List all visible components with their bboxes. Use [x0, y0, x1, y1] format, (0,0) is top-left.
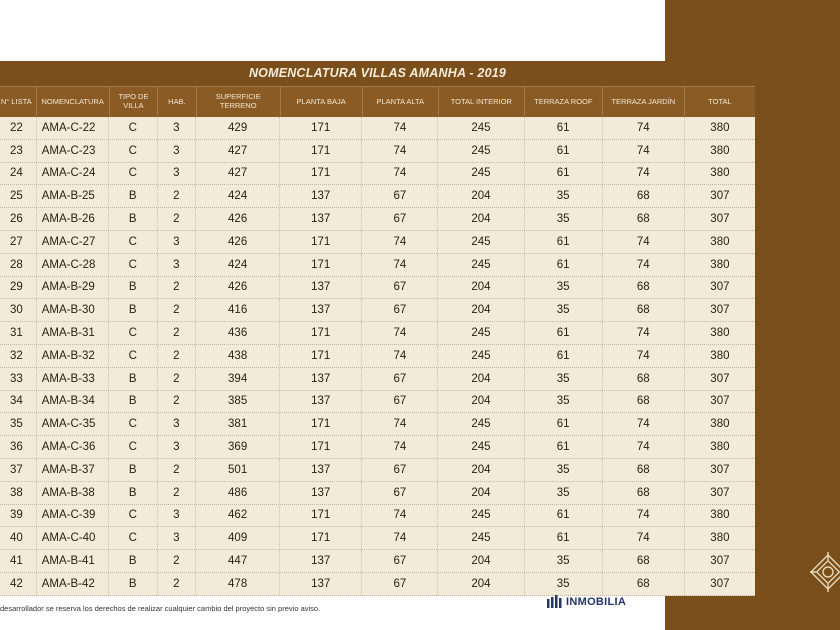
table-cell: 61 [525, 231, 603, 253]
table-cell: 3 [158, 117, 197, 139]
table-cell: 462 [196, 505, 280, 527]
table-cell: 67 [362, 299, 438, 321]
table-cell: 32 [0, 345, 37, 367]
table-cell: 36 [0, 436, 37, 458]
table-cell: 26 [0, 208, 37, 230]
table-row [0, 391, 755, 414]
table-cell: 34 [0, 391, 37, 413]
table-cell: 35 [0, 413, 37, 435]
table-cell: 2 [158, 482, 197, 504]
table-cell: 380 [710, 532, 730, 545]
table-cell: 171 [280, 322, 362, 344]
table-cell: 74 [362, 231, 438, 253]
table-cell: AMA-C-22 [37, 117, 109, 139]
table-cell: 68 [603, 573, 685, 595]
table-cell: 245 [438, 322, 524, 344]
table-cell: 74 [603, 163, 685, 185]
table-cell: 380 [710, 441, 730, 454]
table-cell: B [109, 208, 157, 230]
table-cell: 67 [362, 391, 438, 413]
table-cell: AMA-B-32 [37, 345, 109, 367]
column-header: TOTAL [708, 96, 732, 106]
table-cell: 35 [525, 208, 603, 230]
table-cell: 74 [362, 163, 438, 185]
table-cell: 426 [196, 208, 280, 230]
inmobilia-logo [546, 595, 626, 609]
table-cell: 35 [525, 550, 603, 572]
table-cell: B [109, 277, 157, 299]
table-cell: 204 [438, 277, 524, 299]
table-cell: 171 [280, 345, 362, 367]
table-cell: 380 [710, 418, 730, 431]
table-cell: AMA-B-34 [37, 391, 109, 413]
table-cell: 3 [158, 505, 197, 527]
table-header-row [0, 86, 755, 117]
table-cell: 245 [438, 254, 524, 276]
table-cell: 307 [710, 463, 730, 476]
table-cell: 385 [196, 391, 280, 413]
table-cell: 245 [438, 140, 524, 162]
table-cell: 2 [158, 322, 197, 344]
table-row [0, 413, 755, 436]
table-cell: 171 [280, 163, 362, 185]
table-cell: 35 [525, 299, 603, 321]
table-cell: 204 [438, 185, 524, 207]
table-cell: 68 [603, 550, 685, 572]
table-cell: 424 [196, 254, 280, 276]
table-cell: 40 [0, 527, 37, 549]
table-cell: 2 [158, 368, 197, 390]
column-header: TERRAZA JARDÍN [603, 87, 685, 117]
table-row [0, 299, 755, 322]
column-header: TERRAZA ROOF [525, 87, 603, 117]
table-cell: 427 [196, 163, 280, 185]
table-cell: 245 [438, 436, 524, 458]
table-row [0, 231, 755, 254]
table-cell: 67 [362, 573, 438, 595]
table-cell: 2 [158, 550, 197, 572]
table-cell: 68 [603, 482, 685, 504]
table-cell: 369 [196, 436, 280, 458]
table-cell: 30 [0, 299, 37, 321]
table-cell: 171 [280, 413, 362, 435]
table-cell: 74 [603, 117, 685, 139]
table-row [0, 208, 755, 231]
table-cell: AMA-B-41 [37, 550, 109, 572]
table-cell: AMA-B-38 [37, 482, 109, 504]
table-cell: 380 [710, 235, 730, 248]
table-cell: B [109, 459, 157, 481]
table-cell: 74 [362, 254, 438, 276]
table-cell: C [109, 163, 157, 185]
table-cell: 307 [710, 486, 730, 499]
table-cell: 307 [710, 577, 730, 590]
table-cell: 3 [158, 140, 197, 162]
table-cell: 426 [196, 277, 280, 299]
table-cell: 68 [603, 459, 685, 481]
table-cell: 171 [280, 505, 362, 527]
table-cell: 204 [438, 299, 524, 321]
table-cell: 307 [710, 372, 730, 385]
table-cell: 37 [0, 459, 37, 481]
table-cell: 68 [603, 391, 685, 413]
table-cell: 74 [603, 505, 685, 527]
table-cell: 61 [525, 163, 603, 185]
table-cell: 35 [525, 459, 603, 481]
table-cell: 2 [158, 208, 197, 230]
table-cell: 137 [280, 459, 362, 481]
table-cell: 35 [525, 368, 603, 390]
table-cell: 307 [710, 281, 730, 294]
table-row [0, 482, 755, 505]
logo-text: INMOBILIA [566, 596, 627, 608]
table-cell: AMA-B-25 [37, 185, 109, 207]
table-cell: 68 [603, 368, 685, 390]
table-row [0, 550, 755, 573]
table-cell: B [109, 391, 157, 413]
table-row [0, 345, 755, 368]
table-row [0, 277, 755, 300]
table-cell: AMA-C-23 [37, 140, 109, 162]
table-cell: 416 [196, 299, 280, 321]
table-cell: 2 [158, 391, 197, 413]
table-cell: 74 [362, 527, 438, 549]
table-cell: 447 [196, 550, 280, 572]
table-cell: 245 [438, 527, 524, 549]
table-cell: AMA-B-30 [37, 299, 109, 321]
table-cell: 501 [196, 459, 280, 481]
table-cell: 171 [280, 117, 362, 139]
table-cell: 41 [0, 550, 37, 572]
table-cell: 33 [0, 368, 37, 390]
column-header: NOMENCLATURA [37, 87, 110, 117]
table-cell: 204 [438, 208, 524, 230]
table-cell: 171 [280, 140, 362, 162]
table-cell: 380 [710, 121, 730, 134]
table-cell: 61 [525, 505, 603, 527]
table-cell: 245 [438, 163, 524, 185]
table-cell: 429 [196, 117, 280, 139]
table-cell: 381 [196, 413, 280, 435]
table-cell: 35 [525, 482, 603, 504]
table-cell: 3 [158, 231, 197, 253]
table-cell: 68 [603, 208, 685, 230]
table-cell: 61 [525, 254, 603, 276]
table-cell: 137 [280, 550, 362, 572]
table-cell: 74 [603, 140, 685, 162]
table-cell: 204 [438, 391, 524, 413]
table-cell: 137 [280, 277, 362, 299]
table-cell: 436 [196, 322, 280, 344]
table-row [0, 436, 755, 459]
table-cell: 137 [280, 482, 362, 504]
column-header: TIPO DE VILLA [110, 87, 158, 117]
table-cell: 22 [0, 117, 37, 139]
table-cell: 35 [525, 391, 603, 413]
table-row [0, 505, 755, 528]
table-cell: 74 [603, 254, 685, 276]
table-cell: 3 [158, 163, 197, 185]
table-cell: 68 [603, 299, 685, 321]
table-cell: 68 [603, 277, 685, 299]
table-cell: B [109, 482, 157, 504]
column-header: TOTAL INTERIOR [439, 87, 525, 117]
table-cell: 380 [710, 258, 730, 271]
table-row [0, 322, 755, 345]
table-row [0, 117, 755, 140]
table-cell: 67 [362, 550, 438, 572]
table-cell: C [109, 527, 157, 549]
table-row [0, 254, 755, 277]
table-row [0, 185, 755, 208]
table-cell: 245 [438, 413, 524, 435]
table-cell: AMA-C-28 [37, 254, 109, 276]
table-cell: 245 [438, 117, 524, 139]
table-cell: C [109, 231, 157, 253]
table-cell: 307 [710, 555, 730, 568]
table-cell: AMA-B-33 [37, 368, 109, 390]
table-row [0, 140, 755, 163]
table-cell: 42 [0, 573, 37, 595]
table-cell: C [109, 505, 157, 527]
table-cell: B [109, 299, 157, 321]
table-cell: 307 [710, 190, 730, 203]
table-cell: 61 [525, 117, 603, 139]
table-cell: 380 [710, 167, 730, 180]
table-cell: 137 [280, 573, 362, 595]
table-cell: AMA-B-29 [37, 277, 109, 299]
villas-table [0, 61, 755, 596]
inmobilia-logo-icon [546, 595, 564, 609]
table-cell: 74 [603, 436, 685, 458]
table-cell: 25 [0, 185, 37, 207]
table-cell: 24 [0, 163, 37, 185]
column-header: HAB. [158, 87, 197, 117]
table-cell: 137 [280, 299, 362, 321]
table-cell: 2 [158, 277, 197, 299]
table-cell: C [109, 345, 157, 367]
table-cell: 67 [362, 368, 438, 390]
table-cell: 35 [525, 185, 603, 207]
disclaimer-text: desarrollador se reserva los derechos de realizar cualquier cambio del proyecto sin previo aviso. [0, 604, 321, 613]
table-cell: B [109, 185, 157, 207]
table-cell: 204 [438, 550, 524, 572]
table-cell: 204 [438, 368, 524, 390]
table-cell: 137 [280, 391, 362, 413]
table-cell: 409 [196, 527, 280, 549]
table-cell: 245 [438, 231, 524, 253]
table-cell: C [109, 140, 157, 162]
table-cell: 67 [362, 459, 438, 481]
table-cell: 61 [525, 436, 603, 458]
table-cell: 74 [603, 231, 685, 253]
table-cell: 74 [362, 505, 438, 527]
table-cell: 23 [0, 140, 37, 162]
column-header: N° LISTA [0, 87, 37, 117]
table-cell: 307 [710, 213, 730, 226]
table-cell: 307 [710, 395, 730, 408]
table-cell: 3 [158, 527, 197, 549]
table-cell: B [109, 573, 157, 595]
column-header: PLANTA BAJA [281, 87, 363, 117]
table-cell: 35 [525, 573, 603, 595]
table-cell: 426 [196, 231, 280, 253]
table-row [0, 368, 755, 391]
table-cell: 2 [158, 345, 197, 367]
table-cell: 67 [362, 277, 438, 299]
table-cell: 2 [158, 185, 197, 207]
table-cell: 171 [280, 436, 362, 458]
table-cell: 61 [525, 345, 603, 367]
table-row [0, 459, 755, 482]
table-cell: 438 [196, 345, 280, 367]
table-cell: 67 [362, 208, 438, 230]
table-cell: 137 [280, 208, 362, 230]
table-cell: 61 [525, 413, 603, 435]
table-cell: AMA-C-24 [37, 163, 109, 185]
table-cell: 2 [158, 459, 197, 481]
table-cell: 171 [280, 231, 362, 253]
table-cell: 35 [525, 277, 603, 299]
table-cell: 137 [280, 368, 362, 390]
table-cell: 74 [362, 345, 438, 367]
table-cell: 204 [438, 573, 524, 595]
table-cell: 486 [196, 482, 280, 504]
table-cell: AMA-C-39 [37, 505, 109, 527]
table-cell: 245 [438, 345, 524, 367]
table-cell: C [109, 117, 157, 139]
table-cell: AMA-C-35 [37, 413, 109, 435]
table-cell: 74 [603, 413, 685, 435]
table-cell: 31 [0, 322, 37, 344]
table-row [0, 527, 755, 550]
table-cell: 2 [158, 573, 197, 595]
table-cell: 204 [438, 482, 524, 504]
table-cell: 74 [603, 527, 685, 549]
table-cell: AMA-C-27 [37, 231, 109, 253]
table-cell: 137 [280, 185, 362, 207]
table-cell: AMA-B-31 [37, 322, 109, 344]
table-cell: 380 [710, 327, 730, 340]
table-cell: 74 [603, 322, 685, 344]
table-row [0, 163, 755, 186]
table-cell: 61 [525, 527, 603, 549]
table-cell: 74 [362, 413, 438, 435]
table-cell: 74 [362, 322, 438, 344]
table-cell: 61 [525, 322, 603, 344]
table-cell: 28 [0, 254, 37, 276]
table-cell: 2 [158, 299, 197, 321]
table-cell: B [109, 550, 157, 572]
table-cell: AMA-C-36 [37, 436, 109, 458]
table-cell: B [109, 368, 157, 390]
table-cell: 3 [158, 436, 197, 458]
table-cell: 204 [438, 459, 524, 481]
table-cell: 67 [362, 185, 438, 207]
table-cell: 29 [0, 277, 37, 299]
table-cell: 3 [158, 254, 197, 276]
table-cell: 171 [280, 527, 362, 549]
table-cell: 74 [362, 117, 438, 139]
table-cell: 74 [362, 436, 438, 458]
table-cell: 380 [710, 144, 730, 157]
table-cell: 38 [0, 482, 37, 504]
table-cell: 27 [0, 231, 37, 253]
table-cell: C [109, 413, 157, 435]
table-cell: 171 [280, 254, 362, 276]
table-cell: 427 [196, 140, 280, 162]
table-cell: 394 [196, 368, 280, 390]
table-body [0, 117, 755, 596]
table-cell: 39 [0, 505, 37, 527]
table-cell: 61 [525, 140, 603, 162]
column-header: SUPERFICIE TERRENO [197, 87, 281, 117]
table-cell: 245 [438, 505, 524, 527]
table-cell: 3 [158, 413, 197, 435]
table-cell: 424 [196, 185, 280, 207]
column-header: PLANTA ALTA [363, 87, 439, 117]
ornament-icon [808, 548, 840, 598]
table-cell: 68 [603, 185, 685, 207]
table-cell: AMA-B-26 [37, 208, 109, 230]
table-cell: 380 [710, 349, 730, 362]
table-cell: C [109, 436, 157, 458]
table-cell: 380 [710, 509, 730, 522]
table-cell: 478 [196, 573, 280, 595]
table-row [0, 573, 755, 596]
table-title: NOMENCLATURA VILLAS AMANHA - 2019 [0, 61, 755, 86]
table-cell: AMA-B-37 [37, 459, 109, 481]
table-cell: 74 [603, 345, 685, 367]
table-cell: C [109, 322, 157, 344]
table-cell: 307 [710, 304, 730, 317]
table-cell: AMA-C-40 [37, 527, 109, 549]
table-cell: AMA-B-42 [37, 573, 109, 595]
table-cell: 67 [362, 482, 438, 504]
table-cell: 74 [362, 140, 438, 162]
table-cell: C [109, 254, 157, 276]
